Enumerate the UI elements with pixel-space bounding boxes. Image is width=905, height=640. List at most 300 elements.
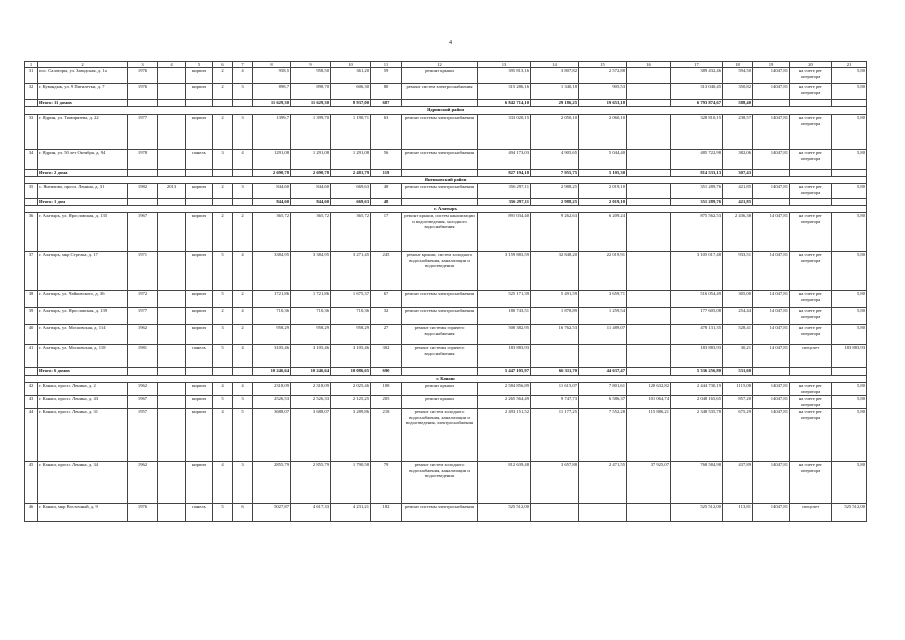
- table-cell: спецсчет: [790, 345, 832, 368]
- table-cell: [158, 68, 186, 84]
- table-cell: 1 340,18: [531, 84, 579, 100]
- table-cell: 6 842 714,10: [478, 100, 531, 107]
- column-number: 14: [531, 62, 579, 68]
- table-cell: 1291,08: [253, 150, 291, 170]
- table-cell: г. Алатырь, ул. Чайковского, д. 36: [38, 291, 128, 308]
- table-cell: 37: [25, 252, 38, 291]
- table-cell: 3 659,71: [579, 291, 627, 308]
- table-cell: 1976: [128, 504, 158, 522]
- table-cell: 382,06: [723, 150, 753, 170]
- table-cell: [531, 345, 579, 368]
- table-cell: г. Канаш, просп. Ленина, д. 43: [38, 396, 128, 409]
- table-cell: 485 722,98: [671, 150, 723, 170]
- table-cell: 958,29: [331, 325, 371, 345]
- table-cell: ремонт системы электроснабжения: [402, 150, 478, 170]
- table-cell: 500 382,95: [478, 325, 531, 345]
- table-cell: 254,44: [723, 308, 753, 325]
- table-cell: 2 019,10: [579, 199, 627, 206]
- table-cell: [158, 213, 186, 252]
- table-cell: 687: [371, 100, 402, 107]
- table-cell: 2 125,25: [331, 396, 371, 409]
- table-cell: 2: [213, 84, 233, 100]
- table-cell: 3 105,46: [331, 345, 371, 368]
- table-cell: 5,80: [832, 462, 867, 504]
- table-cell: 2 050,10: [531, 115, 579, 150]
- table-cell: 528,41: [723, 325, 753, 345]
- table-cell: 32 848,20: [531, 252, 579, 291]
- column-number: 20: [790, 62, 832, 68]
- column-number: 4: [158, 62, 186, 68]
- table-cell: 6 209,24: [579, 213, 627, 252]
- table-cell: кирпич: [186, 409, 213, 462]
- table-cell: 3 105,46: [291, 345, 331, 368]
- table-cell: 2 025,46: [331, 383, 371, 396]
- table-cell: 5,80: [832, 396, 867, 409]
- table-cell: [627, 325, 671, 345]
- table-cell: панель: [186, 345, 213, 368]
- table-cell: г. Алатырь, мкр Стрелка, д. 17: [38, 252, 128, 291]
- table-cell: 1957: [128, 409, 158, 462]
- table-cell: 46: [25, 504, 38, 522]
- table-row: [25, 504, 867, 522]
- table-cell: 14 047,81: [753, 308, 790, 325]
- table-cell: 328 810,15: [671, 115, 723, 150]
- table-cell: 365,72: [253, 213, 291, 252]
- table-cell: 2855,79: [253, 462, 291, 504]
- table-cell: 814 533,13: [671, 170, 723, 177]
- table-cell: 3: [233, 462, 253, 504]
- table-cell: 844,60: [253, 199, 291, 206]
- column-number: 5: [186, 62, 213, 68]
- table-cell: 525 512,00: [671, 504, 723, 522]
- table-cell: ремонт системы электроснабжения: [402, 184, 478, 199]
- column-number: 2: [38, 62, 128, 68]
- table-cell: [25, 199, 38, 206]
- table-cell: 1977: [128, 115, 158, 150]
- table-cell: 22 019,91: [579, 252, 627, 291]
- table-row: [25, 252, 867, 291]
- table-cell: 14 047,81: [753, 325, 790, 345]
- table-cell: 2: [213, 213, 233, 252]
- table-cell: 42: [25, 383, 38, 396]
- table-cell: 182: [371, 504, 402, 522]
- column-number: 11: [371, 62, 402, 68]
- table-cell: 5,80: [832, 184, 867, 199]
- table-cell: [233, 100, 253, 107]
- table-cell: 14047,81: [753, 115, 790, 150]
- table-cell: 844,60: [291, 199, 331, 206]
- table-row: [25, 396, 867, 409]
- table-cell: 16 762,53: [531, 325, 579, 345]
- table-cell: 5027,87: [253, 504, 291, 522]
- table-cell: [753, 170, 790, 177]
- table-cell: 675,29: [723, 409, 753, 462]
- column-number: 6: [213, 62, 233, 68]
- table-cell: 32: [25, 84, 38, 100]
- table-cell: 844,60: [253, 184, 291, 199]
- table-cell: 6 793 874,67: [671, 100, 723, 107]
- table-cell: [233, 368, 253, 376]
- table-cell: 710,36: [331, 308, 371, 325]
- table-cell: на счете рег оператора: [790, 252, 832, 291]
- section-title: Янтиковский район: [25, 177, 867, 184]
- table-cell: 1 399,70: [291, 115, 331, 150]
- table-cell: [128, 368, 158, 376]
- table-cell: 6: [233, 504, 253, 522]
- section-title: г. Алатырь: [25, 206, 867, 213]
- table-cell: 6 586,37: [579, 396, 627, 409]
- table-cell: 5,80: [832, 291, 867, 308]
- table-row: [25, 462, 867, 504]
- table-cell: на счете рег оператора: [790, 462, 832, 504]
- table-cell: г. Алатырь, ул. Ярославская, д. 139: [38, 308, 128, 325]
- table-cell: [128, 199, 158, 206]
- table-cell: 669,63: [331, 184, 371, 199]
- table-cell: ремонт систем холодного водоснабжения, канализации и водоотведения, электроснабжения: [402, 409, 478, 462]
- table-cell: ремонт систем холодного водоснабжения, канализации и водоотведения: [402, 462, 478, 504]
- table-cell: [186, 170, 213, 177]
- table-cell: 66 311,70: [531, 368, 579, 376]
- table-cell: 2: [233, 291, 253, 308]
- table-cell: 30,21: [723, 345, 753, 368]
- table-cell: 37 925,07: [627, 462, 671, 504]
- table-cell: 14047,81: [753, 383, 790, 396]
- table-cell: 11 489,07: [579, 325, 627, 345]
- table-cell: 958,5: [253, 68, 291, 84]
- table-cell: [402, 368, 478, 376]
- table-cell: на счете рег оператора: [790, 409, 832, 462]
- column-number: 12: [402, 62, 478, 68]
- column-number: 17: [671, 62, 723, 68]
- table-cell: 9 747,73: [531, 396, 579, 409]
- table-cell: [25, 170, 38, 177]
- table-cell: 898,70: [291, 84, 331, 100]
- table-cell: 302: [371, 345, 402, 368]
- table-cell: 5 044,40: [579, 150, 627, 170]
- table-cell: 356 297,11: [478, 199, 531, 206]
- table-cell: 17: [371, 213, 402, 252]
- table-cell: с. Янтиково, просп. Ленина, д. 31: [38, 184, 128, 199]
- table-cell: 183 883,93: [832, 345, 867, 368]
- table-cell: 218: [371, 409, 402, 462]
- table-cell: 351 289,76: [671, 199, 723, 206]
- table-cell: 2: [213, 184, 233, 199]
- section-header-row: [25, 206, 867, 213]
- column-number: 7: [233, 62, 253, 68]
- table-cell: 333 020,15: [478, 115, 531, 150]
- table-cell: [158, 462, 186, 504]
- table-cell: 5,80: [832, 213, 867, 252]
- table-cell: 3 105 017,48: [671, 252, 723, 291]
- table-cell: 844,60: [291, 184, 331, 199]
- table-cell: кирпич: [186, 291, 213, 308]
- table-cell: 205: [371, 396, 402, 409]
- table-cell: 437,89: [723, 462, 753, 504]
- table-cell: 1971: [128, 252, 158, 291]
- table-cell: 2 348 535,78: [671, 409, 723, 462]
- table-cell: [186, 368, 213, 376]
- table-cell: [213, 170, 233, 177]
- table-cell: [627, 252, 671, 291]
- table-cell: ремонт систем электроснабжения: [402, 84, 478, 100]
- table-cell: ремонт системы электроснабжения: [402, 308, 478, 325]
- table-cell: 3 384,95: [291, 252, 331, 291]
- table-cell: [158, 368, 186, 376]
- table-cell: [402, 100, 478, 107]
- table-cell: [627, 115, 671, 150]
- table-cell: Итого: 11 домов: [38, 100, 128, 107]
- column-number: 1: [25, 62, 38, 68]
- table-cell: 1978: [128, 150, 158, 170]
- table-cell: 3 657,88: [531, 462, 579, 504]
- table-cell: 40: [25, 325, 38, 345]
- table-cell: кирпич: [186, 383, 213, 396]
- table-cell: 11 615,07: [531, 383, 579, 396]
- table-cell: кирпич: [186, 325, 213, 345]
- table-cell: г. Канаш, просп. Ленина, д. 31: [38, 409, 128, 462]
- table-cell: 1721,86: [253, 291, 291, 308]
- table-cell: 14 047,81: [753, 252, 790, 291]
- table-cell: 356 297,11: [478, 184, 531, 199]
- table-cell: на счете рег оператора: [790, 213, 832, 252]
- table-cell: 2 060,10: [579, 115, 627, 150]
- table-cell: 7 552,28: [579, 409, 627, 462]
- table-cell: 2013: [158, 184, 186, 199]
- table-cell: 5,80: [832, 383, 867, 396]
- table-cell: г. Алатырь, ул. Московская, д. 114: [38, 325, 128, 345]
- table-cell: 32: [371, 308, 402, 325]
- table-cell: 1115,08: [723, 383, 753, 396]
- table-cell: 2: [213, 115, 233, 150]
- table-cell: 3: [233, 115, 253, 150]
- table-cell: [158, 84, 186, 100]
- table-cell: [213, 100, 233, 107]
- table-cell: 315 286,16: [478, 84, 531, 100]
- table-cell: 33: [25, 115, 38, 150]
- table-cell: г. Кувандык, ул. 9 Пятилетки, д. 7: [38, 84, 128, 100]
- table-cell: 898,7: [253, 84, 291, 100]
- table-cell: 14047,81: [753, 462, 790, 504]
- table-cell: 45: [25, 462, 38, 504]
- table-cell: [832, 368, 867, 376]
- table-cell: 56: [371, 150, 402, 170]
- table-cell: [158, 291, 186, 308]
- table-cell: 2: [233, 213, 253, 252]
- table-cell: 238,57: [723, 115, 753, 150]
- table-cell: [158, 383, 186, 396]
- table-cell: ремонт крыши, систем холодного водоснабжения, канализации и водоотведения: [402, 252, 478, 291]
- table-cell: 5: [213, 345, 233, 368]
- table-cell: ремонт крыши: [402, 396, 478, 409]
- table-cell: [627, 170, 671, 177]
- table-cell: 1962: [128, 325, 158, 345]
- table-cell: 31: [25, 68, 38, 84]
- table-cell: 39: [25, 308, 38, 325]
- table-cell: 7 801,61: [579, 383, 627, 396]
- section-title: Ядринский район: [25, 107, 867, 115]
- table-cell: на счете рег оператора: [790, 383, 832, 396]
- table-cell: 5: [213, 396, 233, 409]
- table-cell: 119: [371, 170, 402, 177]
- table-row: [25, 213, 867, 252]
- table-cell: [790, 368, 832, 376]
- table-cell: г. Канаш, просп. Ленина, д. 34: [38, 462, 128, 504]
- table-cell: на счете рег оператора: [790, 150, 832, 170]
- table-row: [25, 68, 867, 84]
- table-cell: панель: [186, 504, 213, 522]
- table-cell: 1976: [128, 84, 158, 100]
- table-cell: 4 231,21: [331, 504, 371, 522]
- table-cell: 2 988,25: [531, 184, 579, 199]
- table-cell: 3: [233, 396, 253, 409]
- table-cell: [627, 100, 671, 107]
- table-cell: [753, 199, 790, 206]
- table-cell: Итого: 1 дом: [38, 199, 128, 206]
- table-cell: 38: [25, 291, 38, 308]
- table-cell: 5,80: [832, 252, 867, 291]
- table-cell: кирпич: [186, 213, 213, 252]
- table-cell: 958,29: [291, 325, 331, 345]
- table-cell: г. Ядрин, ул. 50 лет Октября, д. 94: [38, 150, 128, 170]
- page-number: 4: [449, 40, 452, 46]
- table-cell: [627, 308, 671, 325]
- table-cell: [158, 345, 186, 368]
- table-cell: 1 291,08: [331, 150, 371, 170]
- subtotal-row: [25, 368, 867, 376]
- table-cell: на счете рег оператора: [790, 84, 832, 100]
- table-cell: на счете рег оператора: [790, 68, 832, 84]
- table-cell: ремонт крыши: [402, 68, 478, 84]
- table-cell: 1 790,58: [331, 462, 371, 504]
- repair-register-table: [24, 61, 867, 522]
- table-cell: 14047,81: [753, 396, 790, 409]
- table-cell: ремонт крыши, систем канализации и водоотведения, холодного водоснабжения: [402, 213, 478, 252]
- table-cell: 3 688,07: [291, 409, 331, 462]
- table-cell: 10 246,64: [291, 368, 331, 376]
- table-row: [25, 291, 867, 308]
- table-cell: 5 491,59: [531, 291, 579, 308]
- table-cell: 1 291,08: [291, 150, 331, 170]
- table-cell: 1 675,37: [331, 291, 371, 308]
- table-cell: 1967: [128, 396, 158, 409]
- table-cell: 10 086,65: [331, 368, 371, 376]
- table-cell: 1 878,89: [531, 308, 579, 325]
- table-cell: на счете рег оператора: [790, 396, 832, 409]
- table-cell: 14047,81: [753, 184, 790, 199]
- table-cell: 1972: [128, 291, 158, 308]
- table-cell: 3 271,45: [331, 252, 371, 291]
- table-cell: 245: [371, 252, 402, 291]
- table-cell: 3 807,82: [531, 68, 579, 84]
- table-cell: 183 883,93: [478, 345, 531, 368]
- table-cell: 5: [213, 291, 233, 308]
- table-cell: [832, 100, 867, 107]
- table-cell: [25, 368, 38, 376]
- table-cell: 1 190,71: [331, 115, 371, 150]
- table-cell: [186, 199, 213, 206]
- table-cell: 365,72: [331, 213, 371, 252]
- table-cell: [579, 504, 627, 522]
- table-cell: [402, 170, 478, 177]
- table-cell: 14047,81: [753, 409, 790, 462]
- section-title: г. Канаш: [25, 376, 867, 383]
- table-cell: [128, 170, 158, 177]
- table-cell: 5,80: [832, 84, 867, 100]
- table-cell: 2 265 564,49: [478, 396, 531, 409]
- table-cell: спецсчет: [790, 504, 832, 522]
- table-cell: 4: [233, 345, 253, 368]
- table-cell: 5 447 105,97: [478, 368, 531, 376]
- table-cell: 313 040,45: [671, 84, 723, 100]
- table-cell: 14 047,81: [753, 291, 790, 308]
- table-cell: 2: [213, 308, 233, 325]
- table-cell: 2 318,09: [291, 383, 331, 396]
- table-cell: 1977: [128, 308, 158, 325]
- table-cell: 4 905,65: [531, 150, 579, 170]
- table-cell: 27: [371, 325, 402, 345]
- column-number: 13: [478, 62, 531, 68]
- table-cell: [186, 100, 213, 107]
- table-cell: кирпич: [186, 308, 213, 325]
- table-cell: 768 584,98: [671, 462, 723, 504]
- column-number: 18: [723, 62, 753, 68]
- table-cell: кирпич: [186, 396, 213, 409]
- table-cell: 516 054,49: [671, 291, 723, 308]
- table-cell: 351 289,76: [671, 184, 723, 199]
- table-cell: 933,51: [723, 252, 753, 291]
- table-cell: г. Алатырь, ул. Московская, д. 118: [38, 345, 128, 368]
- table-cell: 365,72: [291, 213, 331, 252]
- table-cell: 361,20: [331, 68, 371, 84]
- table-cell: [158, 308, 186, 325]
- table-cell: 4: [233, 308, 253, 325]
- column-number: 3: [128, 62, 158, 68]
- subtotal-row: [25, 170, 867, 177]
- table-cell: 9 262,63: [531, 213, 579, 252]
- table-cell: 120 632,82: [627, 383, 671, 396]
- table-cell: 48: [371, 199, 402, 206]
- table-cell: 669,63: [331, 199, 371, 206]
- table-cell: [158, 115, 186, 150]
- table-cell: [790, 199, 832, 206]
- table-cell: 478 131,35: [671, 325, 723, 345]
- table-cell: [627, 150, 671, 170]
- table-row: [25, 150, 867, 170]
- table-cell: 5: [213, 252, 233, 291]
- table-cell: 307,43: [723, 170, 753, 177]
- table-cell: 1962: [128, 462, 158, 504]
- table-cell: 44: [25, 409, 38, 462]
- table-cell: 35: [25, 184, 38, 199]
- table-cell: 14047,81: [753, 150, 790, 170]
- table-cell: ремонт системы горячего водоснабжения: [402, 345, 478, 368]
- table-cell: 3 289,86: [331, 409, 371, 462]
- table-cell: [213, 368, 233, 376]
- table-cell: 3: [233, 84, 253, 100]
- table-cell: 2 988,25: [531, 199, 579, 206]
- table-cell: 1982: [128, 184, 158, 199]
- table-cell: 710,36: [253, 308, 291, 325]
- table-cell: 857,20: [723, 396, 753, 409]
- table-cell: 3688,07: [253, 409, 291, 462]
- table-cell: 5,80: [832, 308, 867, 325]
- section-header-row: [25, 376, 867, 383]
- table-cell: 5,80: [832, 325, 867, 345]
- table-cell: кирпич: [186, 462, 213, 504]
- table-cell: кирпич: [186, 252, 213, 291]
- table-cell: г. Алатырь, ул. Ярославская, д. 135: [38, 213, 128, 252]
- table-cell: 5: [213, 504, 233, 522]
